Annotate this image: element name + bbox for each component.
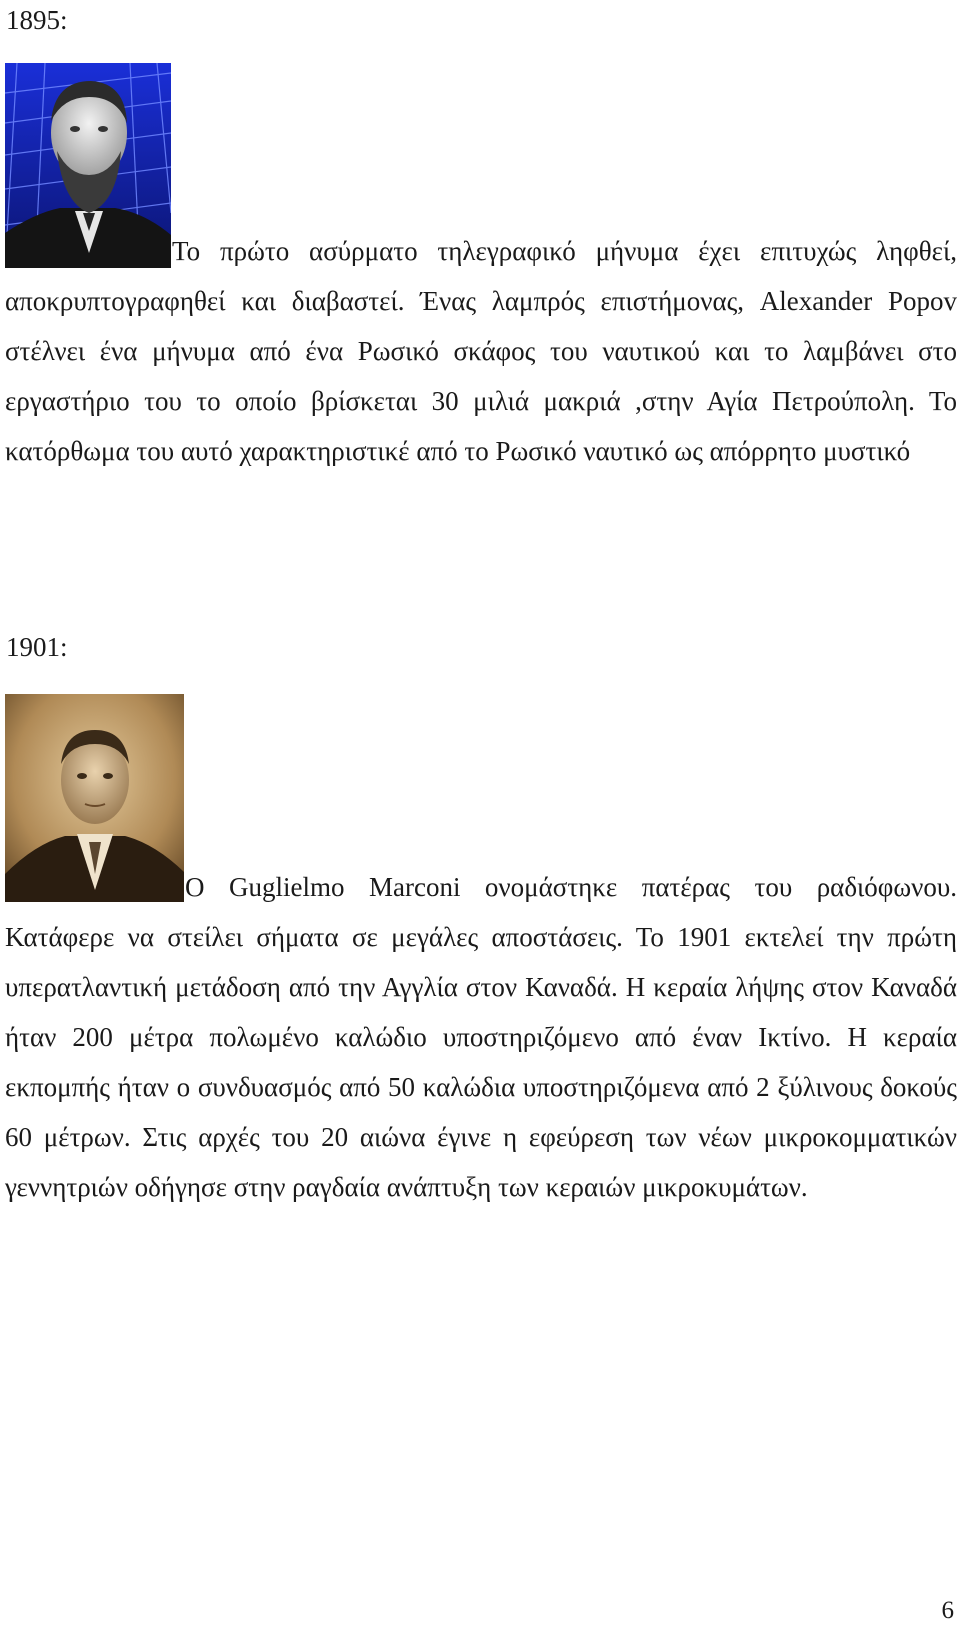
page-number: 6 <box>941 1597 954 1624</box>
year-heading-1895: 1895: <box>6 5 68 35</box>
paragraph-marconi: Ο Guglielmo Marconi ονομάστηκε πατέρας του ραδιόφωνου. Κατάφερε να στείλει σήματα σε μεγάλες αποστάσεις. Το 1901 εκτελεί την πρώτη υπερατλαντική μετάδοση από την Αγγλία στον Καναδά. Η κεραία λήψης στον Καναδά ήταν 200 μέτρα πολωμένο καλώδιο υποστηριζόμενο από έναν Ικτίνο. Η κεραία εκπομπής ήταν ο συνδυασμός από 50 καλώδια υποστηριζόμενα από 2 ξύλινους δοκούς 60 μέτρων. Στις αρχές του 20 αιώνα έγινε η εφεύρεση των νέων μικροκομματικών γεννητριών οδήγησε στην ραγδαία ανάπτυξη των κεραιών μικροκυμάτων. <box>5 872 957 1202</box>
paragraph-popov: Το πρώτο ασύρματο τηλεγραφικό μήνυμα έχει επιτυχώς ληφθεί, αποκρυπτογραφηθεί και διαβαστεί. Ένας λαμπρός επιστήμονας, Alexander Popov στέλνει ένα μήνυμα από ένα Ρωσικό σκάφος του ναυτικού και το λαμβάνει στο εργαστήριο του το οποίο βρίσκεται 30 μιλιά μακριά ,στην Αγία Πετρούπολη. Το κατόρθωμα του αυτό χαρακτηριστικέ από το Ρωσικό ναυτικό ως απόρρητο μυστικό <box>5 236 957 466</box>
year-heading-1901: 1901: <box>6 632 68 662</box>
